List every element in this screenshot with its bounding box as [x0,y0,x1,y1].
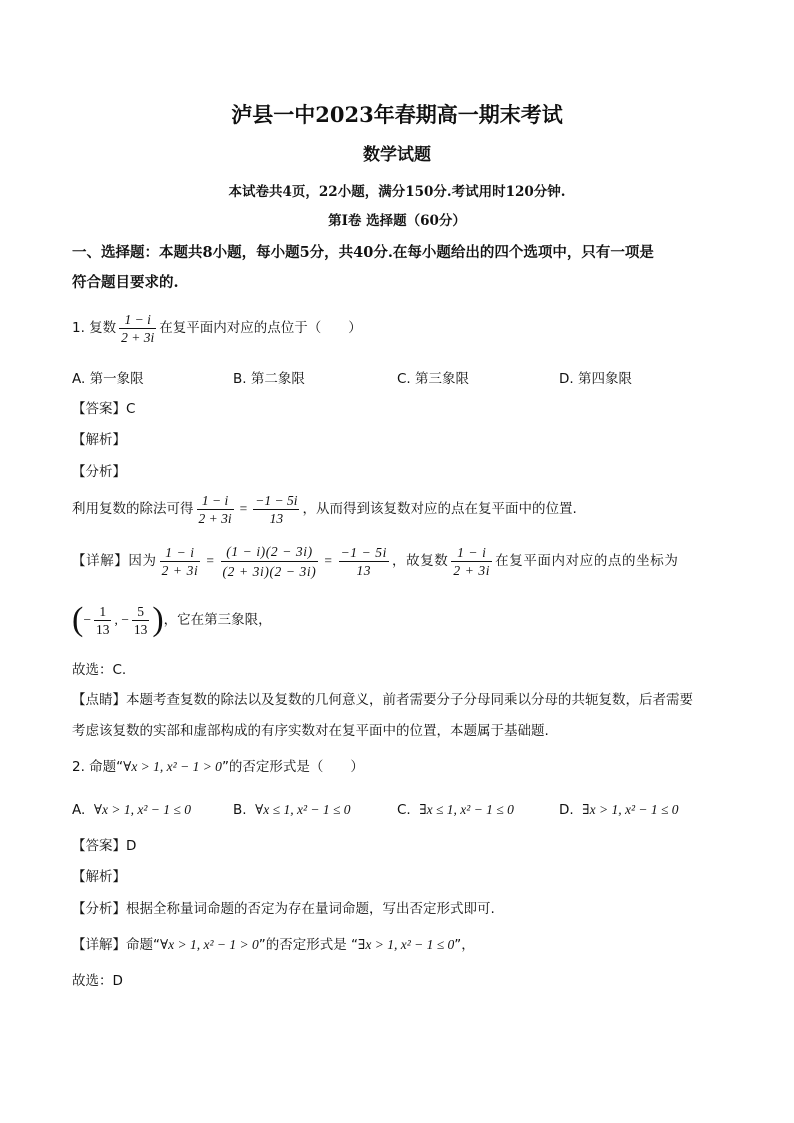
q2-option-c [397,800,514,820]
q2-option-b-expr: ∀x ≤ 1, x² − 1 ≤ 0 [255,802,351,817]
q2-detail-neg: ∃x > 1, x² − 1 ≤ 0 [358,937,455,952]
q2-option-a-expr: ∀x > 1, x² − 1 ≤ 0 [93,802,191,817]
q1-option-b: B. 第二象限 [233,371,305,387]
q2-option-d-label: D. [559,802,574,818]
q2-analysis-label: 【解析】 [72,869,126,885]
q1-point-x-num: 1 [99,603,107,619]
q1-answer: 【答案】C [72,401,136,417]
q1-option-d: D. 第四象限 [559,371,632,387]
q1-point-line: (− $\frac{1}{13}$ , − $\frac{5}{13}$ )，它在第三象限， [72,601,272,638]
q1-detail-line: 【详解】因为 $\frac{1 - i}{2 + 3i}$ = $\frac{(1 - i)(2 - 3i)}{(2 + 3i)(2 - 3i)}$ = $\frac{-1 - 5i}{13}$ ，故复数 $\frac{1 - i}{2 + 3i}$ 在复平面内对应的点的坐标为 [72,543,679,579]
q1-detail-rhs-den: 13 [339,561,389,579]
q1-fraction [119,311,156,346]
q1-detail-complex-den: 2 + 3i [453,562,491,578]
q1-detail-label: 【详解】因为 [72,553,157,569]
volume-title: 第I卷 选择题（60分） [328,213,466,229]
q1-point-y [132,603,150,638]
q2-answer: 【答案】D [72,838,137,854]
q2-detail-stmt: ∀x > 1, x² − 1 > 0 [160,937,259,952]
q1-point-y-num: 5 [137,603,144,619]
q1-detail-mid-den: (2 + 3i)(2 − 3i) [221,561,319,581]
q2-prefix: 2. 命题“ [72,759,124,775]
exam-subject: 数学试题 [363,145,431,165]
q2-option-c-label: C. [397,802,411,818]
q1-fenxi-lhs [197,492,234,527]
q1-detail-rhs [339,544,389,579]
q1-prefix: 1. 复数 [72,320,117,336]
q1-stem [72,309,362,347]
q2-detail-prefix: 【详解】命题“ [72,937,160,953]
section1-heading-line2: 符合题目要求的. [72,274,179,291]
q1-fenxi-rhs [253,492,299,527]
q1-detail-text3: 在复平面内对应的点的坐标为 [495,553,679,569]
q1-fenxi-label: 【分析】 [72,464,126,480]
q2-option-d-expr: ∃x > 1, x² − 1 ≤ 0 [582,802,679,817]
q1-frac-num: 1 − i [124,311,151,327]
q2-statement: ∀x > 1, x² − 1 > 0 [123,759,222,774]
q1-dianjing-line2: 考虑该复数的实部和虚部构成的有序实数对在复平面中的位置，本题属于基础题. [72,723,549,739]
q2-fenxi: 【分析】根据全称量词命题的否定为存在量词命题，写出否定形式即可. [72,901,495,917]
q1-fenxi-suffix: ，从而得到该复数对应的点在复平面中的位置. [302,501,577,517]
q1-detail-rhs-num: −1 − 5i [340,544,387,560]
q1-detail-lhs-den: 2 + 3i [161,562,199,578]
section1-heading-line1: 一、选择题：本题共8小题，每小题5分，共40分.在每小题给出的四个选项中，只有一项是 [72,244,654,261]
q1-frac-den: 2 + 3i [121,329,155,345]
q1-point-x [94,603,112,638]
q1-detail-text2: ，故复数 [392,553,449,569]
q1-detail-complex [451,544,492,579]
q2-option-c-expr: ∃x ≤ 1, x² − 1 ≤ 0 [419,802,514,817]
q1-fenxi-prefix: 利用复数的除法可得 [72,501,194,517]
q2-stem [72,757,364,777]
q1-detail-complex-num: 1 − i [457,544,487,560]
q1-detail-mid [221,542,319,581]
q2-detail-mid: ”的否定形式是 “ [258,937,359,953]
exam-info: 本试卷共4页，22小题，满分150分.考试用时120分钟. [228,184,566,200]
q1-detail-lhs [160,544,201,579]
q1-fenxi-lhs-num: 1 − i [201,492,229,508]
q2-option-a [72,800,191,820]
q1-fenxi-line: 利用复数的除法可得 $\frac{1 - i}{2 + 3i}$ = $\frac{-1 - 5i}{13}$ ，从而得到该复数对应的点在复平面中的位置. [72,492,577,526]
q1-option-c: C. 第三象限 [397,371,470,387]
q1-dianjing-line1: 【点睛】本题考查复数的除法以及复数的几何意义，前者需要分子分母同乘以分母的共轭复数，后者需要 [72,692,693,708]
q1-detail-mid-num: (1 − i)(2 − 3i) [226,543,313,559]
q2-detail [72,935,475,955]
q1-fenxi-rhs-num: −1 − 5i [255,492,298,508]
q2-suffix: ”的否定形式是（ ） [221,759,364,775]
q2-option-a-label: A. [72,802,86,818]
q2-option-b-label: B. [233,802,247,818]
q2-detail-suffix: ”， [454,937,475,953]
q1-choose: 故选：C. [72,662,127,678]
q1-suffix: 在复平面内对应的点位于（ ） [159,320,362,336]
q2-option-b [233,800,351,820]
exam-title: 泸县一中2023年春期高一期末考试 [231,102,563,127]
q1-fenxi-lhs-den: 2 + 3i [198,510,232,526]
q2-option-d [559,800,679,820]
q1-option-a: A. 第一象限 [72,371,144,387]
q1-point-suffix: ，它在第三象限， [163,612,272,628]
q1-analysis-label: 【解析】 [72,432,126,448]
q1-detail-lhs-num: 1 − i [165,544,195,560]
q1-point-x-den: 13 [95,621,110,637]
q2-choose: 故选：D [72,973,123,989]
q1-fenxi-rhs-den: 13 [253,509,299,527]
q1-point-y-den: 13 [133,621,148,637]
